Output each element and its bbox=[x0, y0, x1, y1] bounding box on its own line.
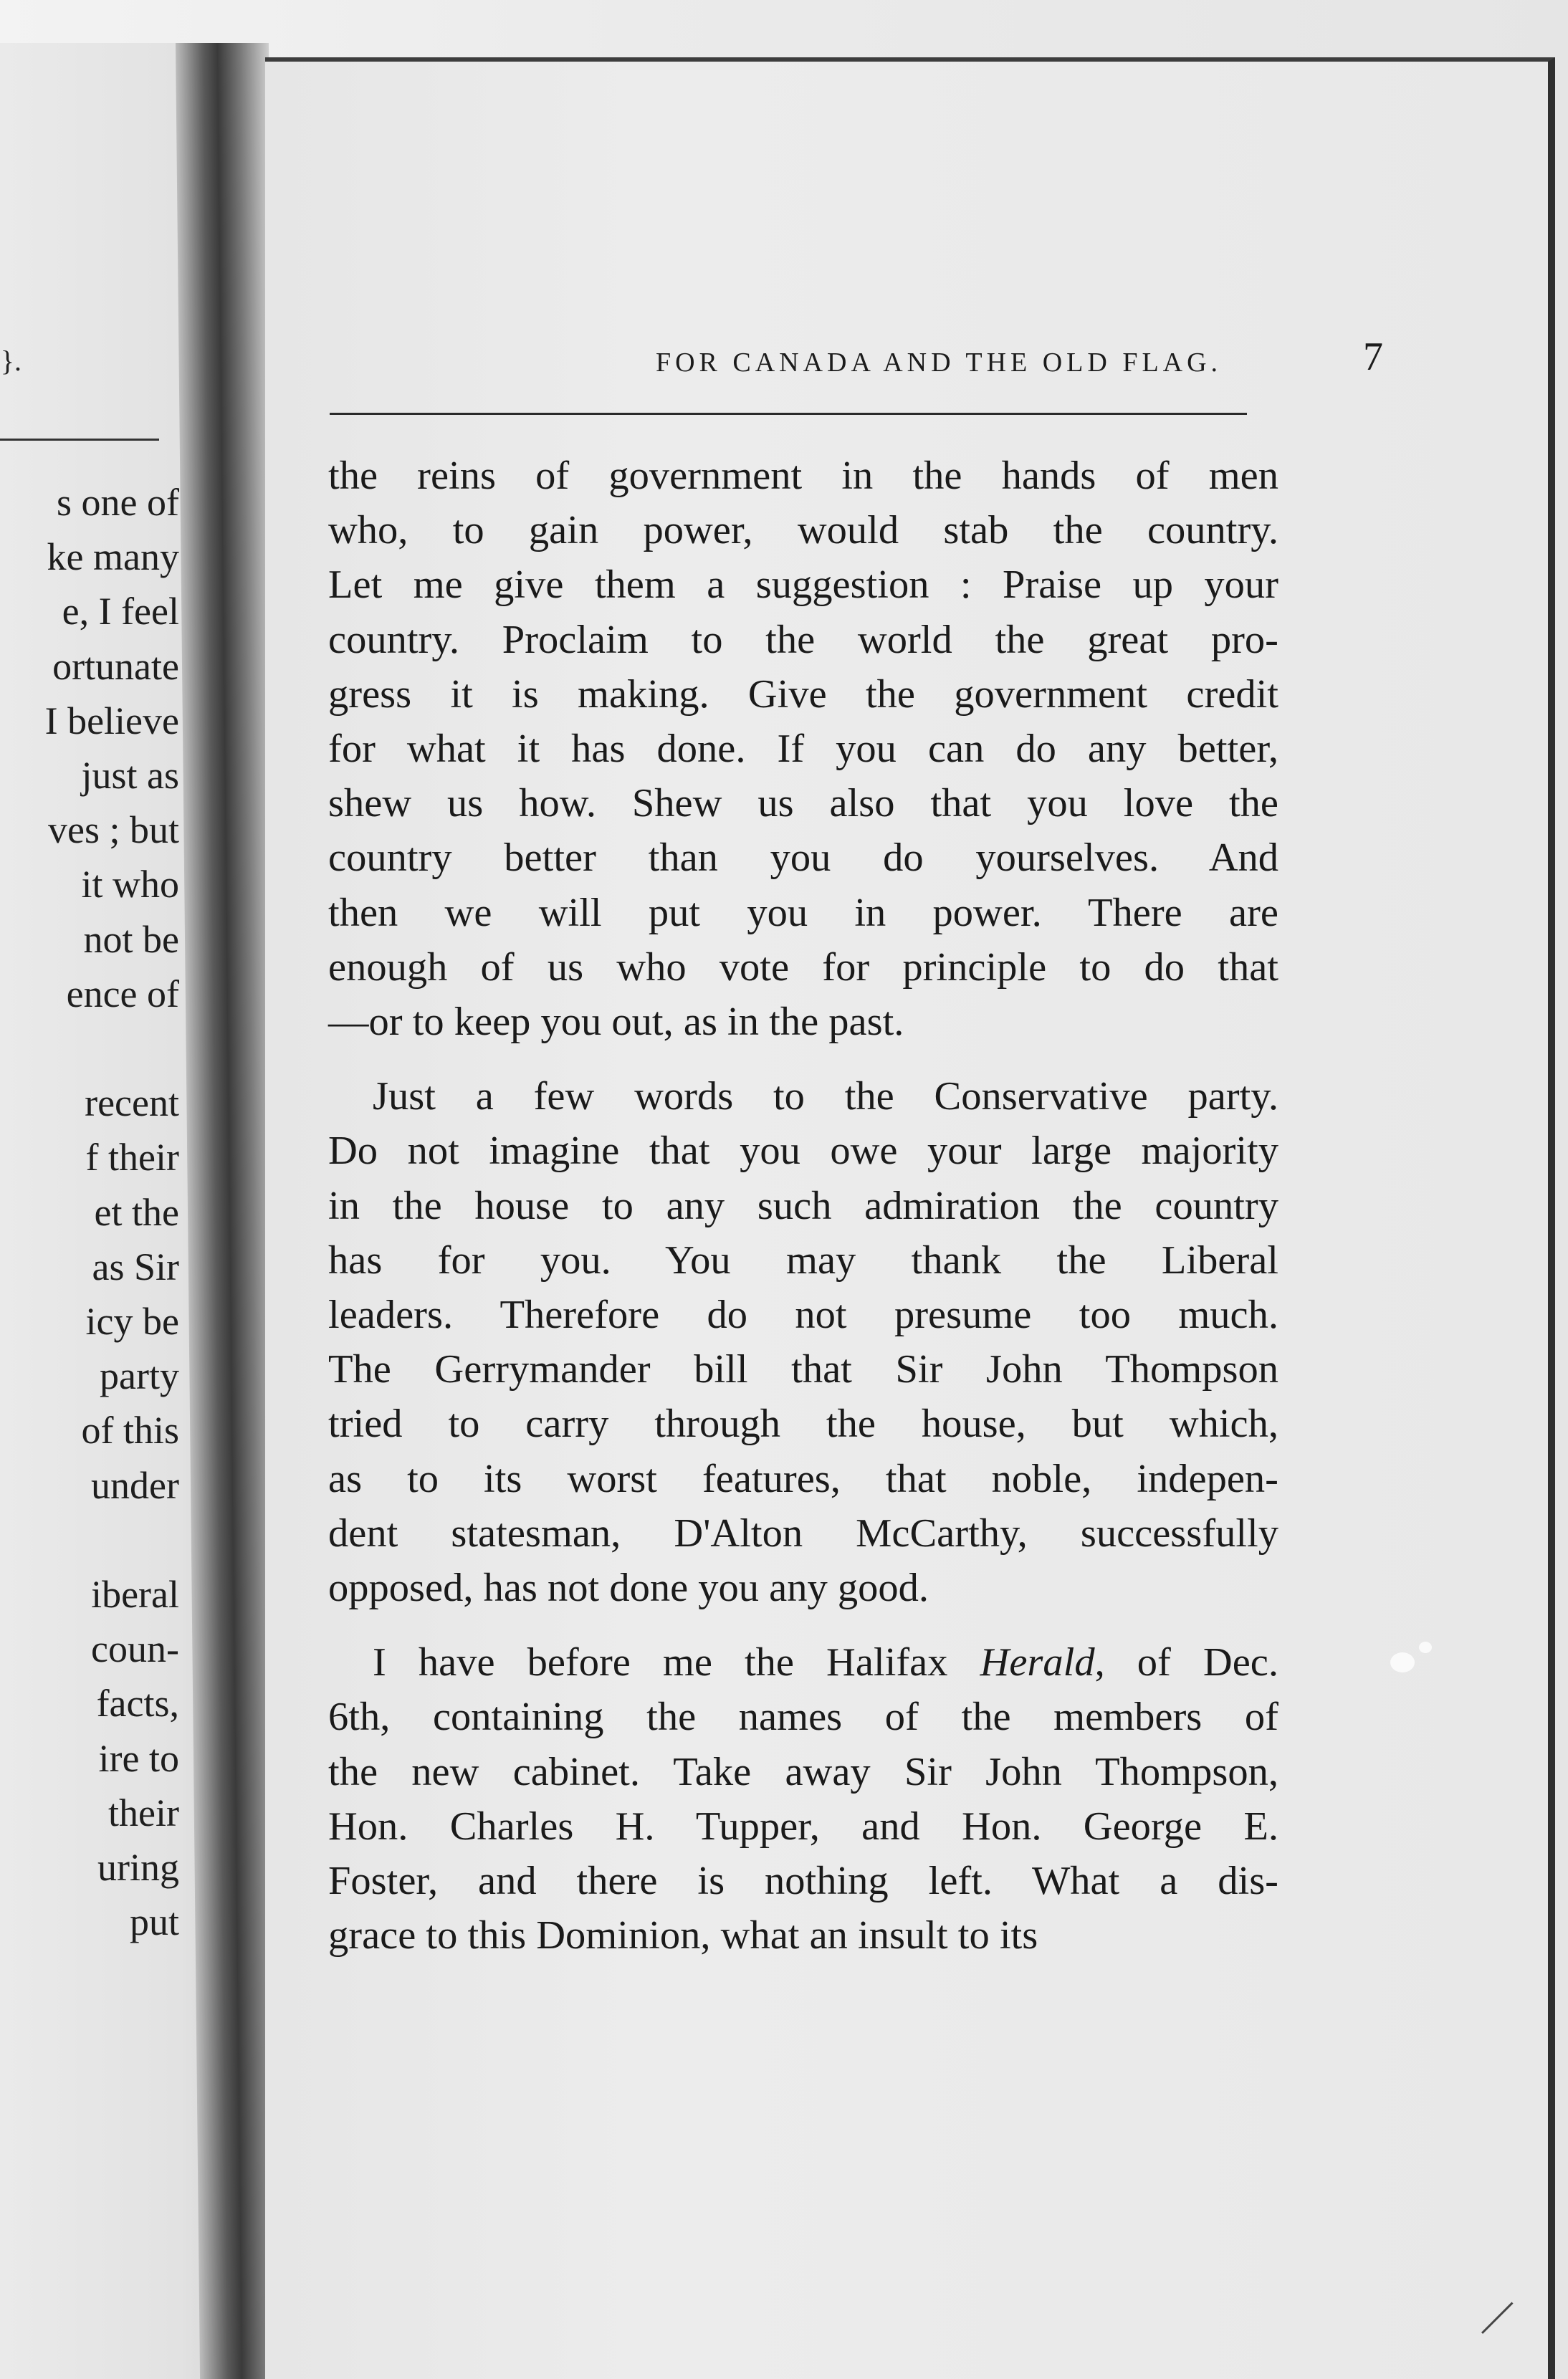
text-line: Let me give them a suggestion : Praise up your bbox=[328, 563, 1278, 608]
left-page-line: iberal bbox=[91, 1573, 179, 1616]
left-page-line: uring bbox=[97, 1846, 179, 1889]
text-line: country. Proclaim to the world the great pro- bbox=[328, 617, 1278, 662]
running-head: FOR CANADA AND THE OLD FLAG. bbox=[655, 348, 1223, 378]
text-line: 6th, containing the names of the members of bbox=[328, 1695, 1278, 1740]
left-page-line: party bbox=[100, 1354, 179, 1398]
text-line: Do not imagine that you owe your large majority bbox=[328, 1129, 1278, 1174]
left-page-line: put bbox=[129, 1900, 179, 1944]
paragraph bbox=[328, 449, 1278, 1049]
text-line: Foster, and there is nothing left. What a dis- bbox=[328, 1859, 1278, 1904]
left-page-line: f their bbox=[85, 1136, 179, 1179]
text-line: shew us how. Shew us also that you love the bbox=[328, 781, 1278, 826]
page-header bbox=[265, 334, 1548, 391]
text-line: who, to gain power, would stab the country. bbox=[328, 508, 1278, 553]
right-page bbox=[265, 57, 1555, 2379]
left-page-line: et the bbox=[94, 1190, 179, 1234]
text-line: leaders. Therefore do not presume too much. bbox=[328, 1293, 1278, 1338]
text-line: country better than you do yourselves. And bbox=[328, 836, 1278, 881]
left-page-line: facts, bbox=[96, 1682, 179, 1725]
text-line: Hon. Charles H. Tupper, and Hon. George E. bbox=[328, 1804, 1278, 1849]
paragraph bbox=[328, 1069, 1278, 1615]
left-page-header-fragment: }. bbox=[0, 345, 21, 377]
body-text bbox=[328, 449, 1278, 1983]
left-page-line: it who bbox=[81, 863, 179, 906]
text-line: then we will put you in power. There are bbox=[328, 890, 1278, 935]
text-line: the new cabinet. Take away Sir John Thompson, bbox=[328, 1749, 1278, 1794]
text-line: as to its worst features, that noble, indepen- bbox=[328, 1456, 1278, 1501]
text-line: grace to this Dominion, what an insult to its bbox=[328, 1913, 1038, 1958]
left-page-line: coun- bbox=[91, 1627, 179, 1671]
text-line: enough of us who vote for principle to do that bbox=[328, 944, 1278, 990]
text-line: Just a few words to the Conservative party. bbox=[373, 1074, 1278, 1119]
left-page-line: e, I feel bbox=[62, 590, 179, 633]
left-page-line: under bbox=[91, 1463, 179, 1507]
page-corner-mark bbox=[1481, 2302, 1544, 2365]
text-line: in the house to any such admiration the country bbox=[328, 1183, 1278, 1228]
left-page-line: as Sir bbox=[92, 1245, 179, 1288]
text-line: gress it is making. Give the government credit bbox=[328, 671, 1278, 717]
paragraph bbox=[328, 1635, 1278, 1963]
text-line: opposed, has not done you any good. bbox=[328, 1566, 929, 1611]
left-page-line: I believe bbox=[44, 699, 179, 742]
left-page-line: ortunate bbox=[52, 644, 179, 688]
text-line: for what it has done. If you can do any better, bbox=[328, 727, 1278, 772]
left-page-line: of this bbox=[81, 1409, 179, 1452]
text-line: dent statesman, D'Alton McCarthy, successfully bbox=[328, 1511, 1278, 1556]
text-line: has for you. You may thank the Liberal bbox=[328, 1238, 1278, 1283]
text-line: I have before me the Halifax Herald, of Dec. bbox=[373, 1640, 1278, 1685]
left-page-line: s one of bbox=[57, 481, 179, 524]
header-rule bbox=[330, 413, 1247, 415]
text-line: —or to keep you out, as in the past. bbox=[328, 1000, 904, 1045]
left-page-line: icy be bbox=[85, 1300, 179, 1343]
text-line: The Gerrymander bill that Sir John Thompson bbox=[328, 1347, 1278, 1392]
left-page-line: ke many bbox=[47, 535, 179, 579]
left-page-line: ire to bbox=[98, 1736, 179, 1780]
page-number: 7 bbox=[1363, 335, 1383, 379]
paper-speck bbox=[1390, 1652, 1415, 1672]
text-line: the reins of government in the hands of men bbox=[328, 454, 1278, 498]
paper-speck bbox=[1419, 1642, 1432, 1653]
left-page-line: just as bbox=[81, 754, 179, 797]
left-page-line: not be bbox=[83, 917, 179, 961]
left-page-header-rule bbox=[0, 439, 159, 441]
left-page-line: ves ; but bbox=[48, 808, 179, 852]
text-line: tried to carry through the house, but which, bbox=[328, 1402, 1278, 1447]
left-page-line: ence of bbox=[66, 972, 179, 1015]
newspaper-title: Herald bbox=[980, 1640, 1095, 1685]
left-page-line: their bbox=[108, 1791, 179, 1834]
left-page-line: recent bbox=[85, 1081, 179, 1125]
